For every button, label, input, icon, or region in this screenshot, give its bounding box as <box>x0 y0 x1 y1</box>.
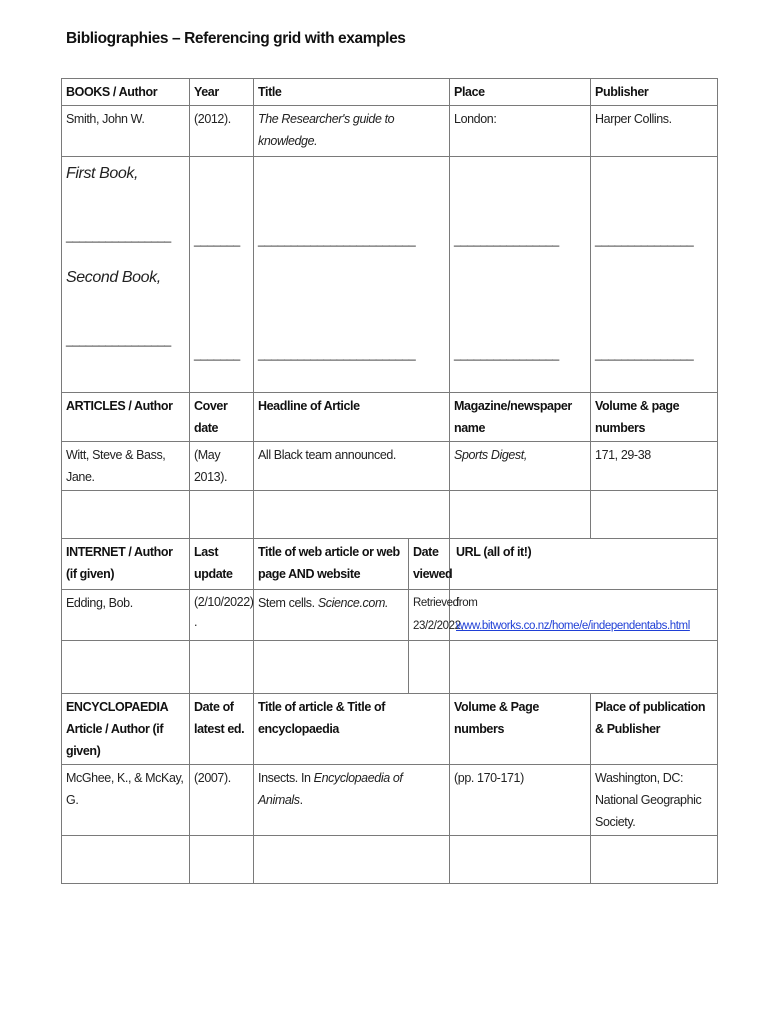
blank-line: ________________ <box>66 229 171 243</box>
blank-line: _______________ <box>595 347 694 361</box>
books-example-year: (2012). <box>190 106 254 157</box>
articles-magazine-header: Magazine/newspaper name <box>450 393 591 442</box>
books-author-header: BOOKS / Author <box>62 79 190 106</box>
encyclopaedia-entry-author[interactable] <box>62 836 190 884</box>
books-entry-title[interactable] <box>254 157 450 393</box>
books-example-author: Smith, John W. <box>62 106 190 157</box>
internet-author-header: INTERNET / Author (if given) <box>62 539 190 590</box>
encyclopaedia-example-author: McGhee, K., & McKay, G. <box>62 765 190 836</box>
articles-example-magazine <box>450 442 591 491</box>
articles-entry-date[interactable] <box>190 491 254 539</box>
articles-header-row <box>62 393 718 442</box>
internet-url-link[interactable]: www.bitworks.co.nz/home/e/independentabs.html <box>456 620 690 632</box>
internet-example-author: Edding, Bob. <box>62 590 190 641</box>
encyclopaedia-entry-date[interactable] <box>190 836 254 884</box>
second-book-label: Second Book, <box>66 269 161 286</box>
encyclopaedia-entry-volume[interactable] <box>450 836 591 884</box>
encyclopaedia-author-header: ENCYCLOPAEDIA Article / Author (if given) <box>62 694 190 765</box>
encyclopaedia-example-row <box>62 765 718 836</box>
books-example-title <box>254 106 450 157</box>
articles-date-header: Cover date <box>190 393 254 442</box>
articles-example-row <box>62 442 718 491</box>
blank-line: ________________ <box>66 333 171 347</box>
blank-line: ________________________ <box>258 233 416 247</box>
books-year-header: Year <box>190 79 254 106</box>
encyclopaedia-entry-publisher[interactable] <box>591 836 718 884</box>
first-book-label: First Book, <box>66 165 139 182</box>
internet-example-title <box>254 590 409 641</box>
referencing-grid <box>61 78 718 884</box>
internet-entry-viewed[interactable] <box>409 641 450 694</box>
internet-title-header: Title of web article or web page AND website <box>254 539 409 590</box>
articles-example-headline: All Black team announced. <box>254 442 450 491</box>
books-example-title-text: The Researcher's guide to knowledge. <box>258 112 395 148</box>
encyclopaedia-example-date: (2007). <box>190 765 254 836</box>
internet-example-update <box>190 590 254 641</box>
articles-volume-header: Volume & page numbers <box>591 393 718 442</box>
internet-entry-row <box>62 641 718 694</box>
encyclopaedia-date-header: Date of latest ed. <box>190 694 254 765</box>
encyclopaedia-title-italic: Encyclopaedia of Animals <box>258 771 403 807</box>
articles-example-volume: 171, 29-38 <box>591 442 718 491</box>
page-title: Bibliographies – Referencing grid with examples <box>66 30 406 47</box>
internet-url-header: URL (all of it!) <box>450 539 718 590</box>
encyclopaedia-title-header: Title of article & Title of encyclopaedia <box>254 694 450 765</box>
books-place-header: Place <box>450 79 591 106</box>
internet-viewed-line-2: 23/2/2022, <box>413 620 464 632</box>
books-entry-publisher[interactable] <box>591 157 718 393</box>
encyclopaedia-publisher-header: Place of publication & Publisher <box>591 694 718 765</box>
articles-entry-volume[interactable] <box>591 491 718 539</box>
encyclopaedia-entry-title[interactable] <box>254 836 450 884</box>
internet-example-row <box>62 590 718 641</box>
articles-entry-author[interactable] <box>62 491 190 539</box>
internet-entry-url[interactable] <box>450 641 718 694</box>
internet-url-from: from <box>456 597 478 609</box>
internet-entry-update[interactable] <box>190 641 254 694</box>
blank-line: _______ <box>194 347 240 361</box>
internet-entry-title[interactable] <box>254 641 409 694</box>
encyclopaedia-header-row <box>62 694 718 765</box>
internet-viewed-header: Date viewed <box>409 539 450 590</box>
articles-entry-headline[interactable] <box>254 491 450 539</box>
encyclopaedia-title-plain: Insects. In <box>258 771 314 785</box>
internet-update-dot: . <box>194 615 198 629</box>
articles-example-date: (May 2013). <box>190 442 254 491</box>
encyclopaedia-title-end: . <box>299 793 303 807</box>
encyclopaedia-example-title <box>254 765 450 836</box>
blank-line: ________________ <box>454 233 559 247</box>
encyclopaedia-example-publisher: Washington, DC: National Geographic Society. <box>591 765 718 836</box>
articles-example-author: Witt, Steve & Bass, Jane. <box>62 442 190 491</box>
internet-title-italic: Science.com. <box>317 596 389 610</box>
internet-update-value: (2/10/2022) <box>194 595 254 609</box>
books-example-row <box>62 106 718 157</box>
encyclopaedia-entry-row <box>62 836 718 884</box>
internet-header-row <box>62 539 718 590</box>
articles-author-header: ARTICLES / Author <box>62 393 190 442</box>
blank-line: ________________ <box>454 347 559 361</box>
internet-example-url <box>450 590 718 641</box>
books-example-place: London: <box>450 106 591 157</box>
internet-entry-author[interactable] <box>62 641 190 694</box>
internet-viewed-line-1: Retrieved <box>413 597 459 609</box>
articles-entry-magazine[interactable] <box>450 491 591 539</box>
articles-example-magazine-text: Sports Digest, <box>454 448 527 462</box>
encyclopaedia-example-volume: (pp. 170-171) <box>450 765 591 836</box>
encyclopaedia-volume-header: Volume & Page numbers <box>450 694 591 765</box>
blank-line: ________________________ <box>258 347 416 361</box>
books-header-row <box>62 79 718 106</box>
books-example-publisher: Harper Collins. <box>591 106 718 157</box>
blank-line: _______________ <box>595 233 694 247</box>
internet-example-viewed <box>409 590 464 641</box>
books-entry-place[interactable] <box>450 157 591 393</box>
internet-title-plain: Stem cells. <box>258 596 318 610</box>
books-entry-row <box>62 157 718 393</box>
articles-headline-header: Headline of Article <box>254 393 450 442</box>
internet-update-header: Last update <box>190 539 254 590</box>
books-title-header: Title <box>254 79 450 106</box>
books-entry-year[interactable] <box>190 157 254 393</box>
blank-line: _______ <box>194 233 240 247</box>
books-entry-author[interactable] <box>62 157 190 393</box>
articles-entry-row <box>62 491 718 539</box>
books-publisher-header: Publisher <box>591 79 718 106</box>
